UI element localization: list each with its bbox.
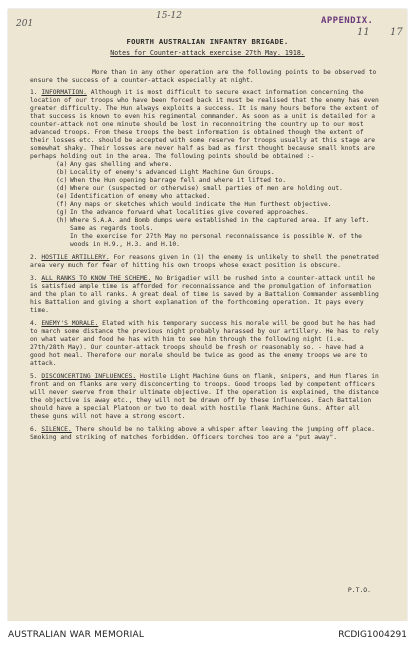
document-subtitle: Notes for Counter-attack exercise 27th May. 1918.	[110, 49, 305, 57]
list-item-text: Where S.A.A. and Bomb dumps were established in the captured area. If any left. Same as regards tools.	[70, 217, 370, 232]
list-marker: (c)	[56, 177, 68, 184]
pto-marker: P.T.O.	[347, 586, 371, 594]
section-heading: INFORMATION.	[41, 89, 87, 96]
list-marker: (a)	[56, 161, 68, 168]
section-number: 5.	[30, 373, 38, 380]
section-text: Hostile Light Machine Guns on flank, snipers, and Hun flares in front and on flanks are very disconcerting to troops. Good troops led by competent officers will never swerve from their ultimate objective. If the operation is explained, the distance the objective is away etc., they will not be drawn off by these influences. Each Battalion should have a special Platoon or two to deal with hostile flank Machine Guns. After all these guns will not have a strong escort.	[30, 373, 379, 420]
section-heading: DISCONCERTING INFLUENCES.	[41, 373, 137, 380]
handwritten-page-number: 11	[357, 27, 370, 38]
list-item-text: Where our (suspected or otherwise) small parties of men are holding out.	[70, 185, 343, 192]
list-item	[56, 201, 382, 209]
section-text: There should be no talking above a whisper after leaving the jumping off place. Smoking and striking of matches forbidden. Officers torches too are a "put away".	[30, 426, 376, 441]
list-item	[56, 169, 382, 177]
section-text: For reasons given in (1) the enemy is unlikely to shell the penetrated area very much for fear of hitting his own troops whose exact position is obscure.	[30, 254, 379, 269]
list-item	[56, 177, 382, 185]
list-marker: (d)	[56, 185, 68, 192]
section-silence	[30, 426, 382, 442]
section-number: 6.	[30, 426, 38, 433]
archive-reference: RCDIG1004291	[338, 630, 407, 640]
intro-paragraph: More than in any other operation are the following points to be observed to ensure the success of a counter-attack especially at night.	[30, 69, 377, 84]
section-text: Although it is most difficult to secure exact information concerning the location of our troops who have been forced back it must be realised that the enemy has even greater difficulty. The Hun always exploits a success. It is many hours before the extent of that success is known to even his regimental commander. As soon as a unit is detailed for a counter-attack not one minute should be lost in reconnoitring the country up to our most advanced troops. From these troops the best information is obtained though the extent of their losses etc. should be accepted with some reserve for troops usually at this stage are somewhat shaky. Their losses are never half as bad as first thought because small knots are perhaps holding out in the area. The following points should be obtained :-	[30, 89, 379, 160]
list-item-text: In the advance forward what localities give covered approaches.	[70, 209, 309, 216]
section-text: Elated with his temporary success his morale will be good but he has had to march some distance the previous night probably harassed by our artillery. He has to rely on what water and food he has with him to see him through the following night (i.e. 27th/28th May). Our counter-attack troops should be fresh or reasonably so. - have had a good hot meal. Therefore our morale should be twice as good as the enemy troops we are to attack.	[30, 320, 379, 367]
section-all-ranks	[30, 275, 382, 315]
list-item	[56, 161, 382, 169]
handwritten-annotation: 15-12	[156, 11, 182, 21]
section-number: 4.	[30, 320, 38, 327]
archive-name: AUSTRALIAN WAR MEMORIAL	[8, 630, 145, 640]
list-item-text: Locality of enemy's advanced Light Machine Gun Groups.	[70, 169, 275, 176]
document-body	[30, 69, 382, 447]
list-marker: (g)	[56, 209, 68, 216]
list-item-text: Any maps or sketches which would indicate the Hun furthest objective.	[70, 201, 332, 208]
list-item	[56, 217, 382, 233]
section-disconcerting-influences	[30, 373, 382, 421]
section-heading: HOSTILE ARTILLERY.	[41, 254, 110, 261]
section-text: No Brigadier will be rushed into a counter-attack until he is satisfied ample time is afforded for reconnaissance and the promulgation of information and the plan to all ranks. A great deal of time is saved by a Battalion Commander assembling his Battalion and giving a short explanation of the forthcoming operation. It pays every time.	[30, 275, 379, 314]
list-item-text: Any gas shelling and where.	[70, 161, 173, 168]
section-number: 3.	[30, 275, 38, 282]
handwritten-page-number-2: 17	[390, 27, 403, 38]
section-heading: ALL RANKS TO KNOW THE SCHEME.	[41, 275, 152, 282]
appendix-stamp: APPENDIX.	[321, 16, 374, 26]
list-item-text: Identification of enemy who attacked.	[70, 193, 211, 200]
document-page	[8, 9, 407, 621]
exercise-note: In the exercise for 27th May no personal reconnaissance is possible W. of the woods in H.9., H.3. and H.10.	[70, 233, 362, 248]
section-information	[30, 89, 382, 249]
section-heading: SILENCE.	[41, 426, 72, 433]
list-marker: (b)	[56, 169, 68, 176]
list-item	[56, 209, 382, 217]
handwritten-folio-number: 201	[16, 19, 34, 29]
information-points-list	[56, 161, 382, 233]
list-marker: (h)	[56, 217, 68, 224]
document-title: FOURTH AUSTRALIAN INFANTRY BRIGADE.	[126, 37, 289, 46]
list-item-text: When the Hun opening barrage fell and where it lifted to.	[70, 177, 287, 184]
section-heading: ENEMY'S MORALE.	[41, 320, 99, 327]
list-marker: (f)	[56, 201, 68, 208]
list-marker: (e)	[56, 193, 68, 200]
list-item	[56, 185, 382, 193]
list-item	[56, 193, 382, 201]
section-enemy-morale	[30, 320, 382, 368]
section-number: 1.	[30, 89, 38, 96]
section-number: 2.	[30, 254, 38, 261]
section-hostile-artillery	[30, 254, 382, 270]
